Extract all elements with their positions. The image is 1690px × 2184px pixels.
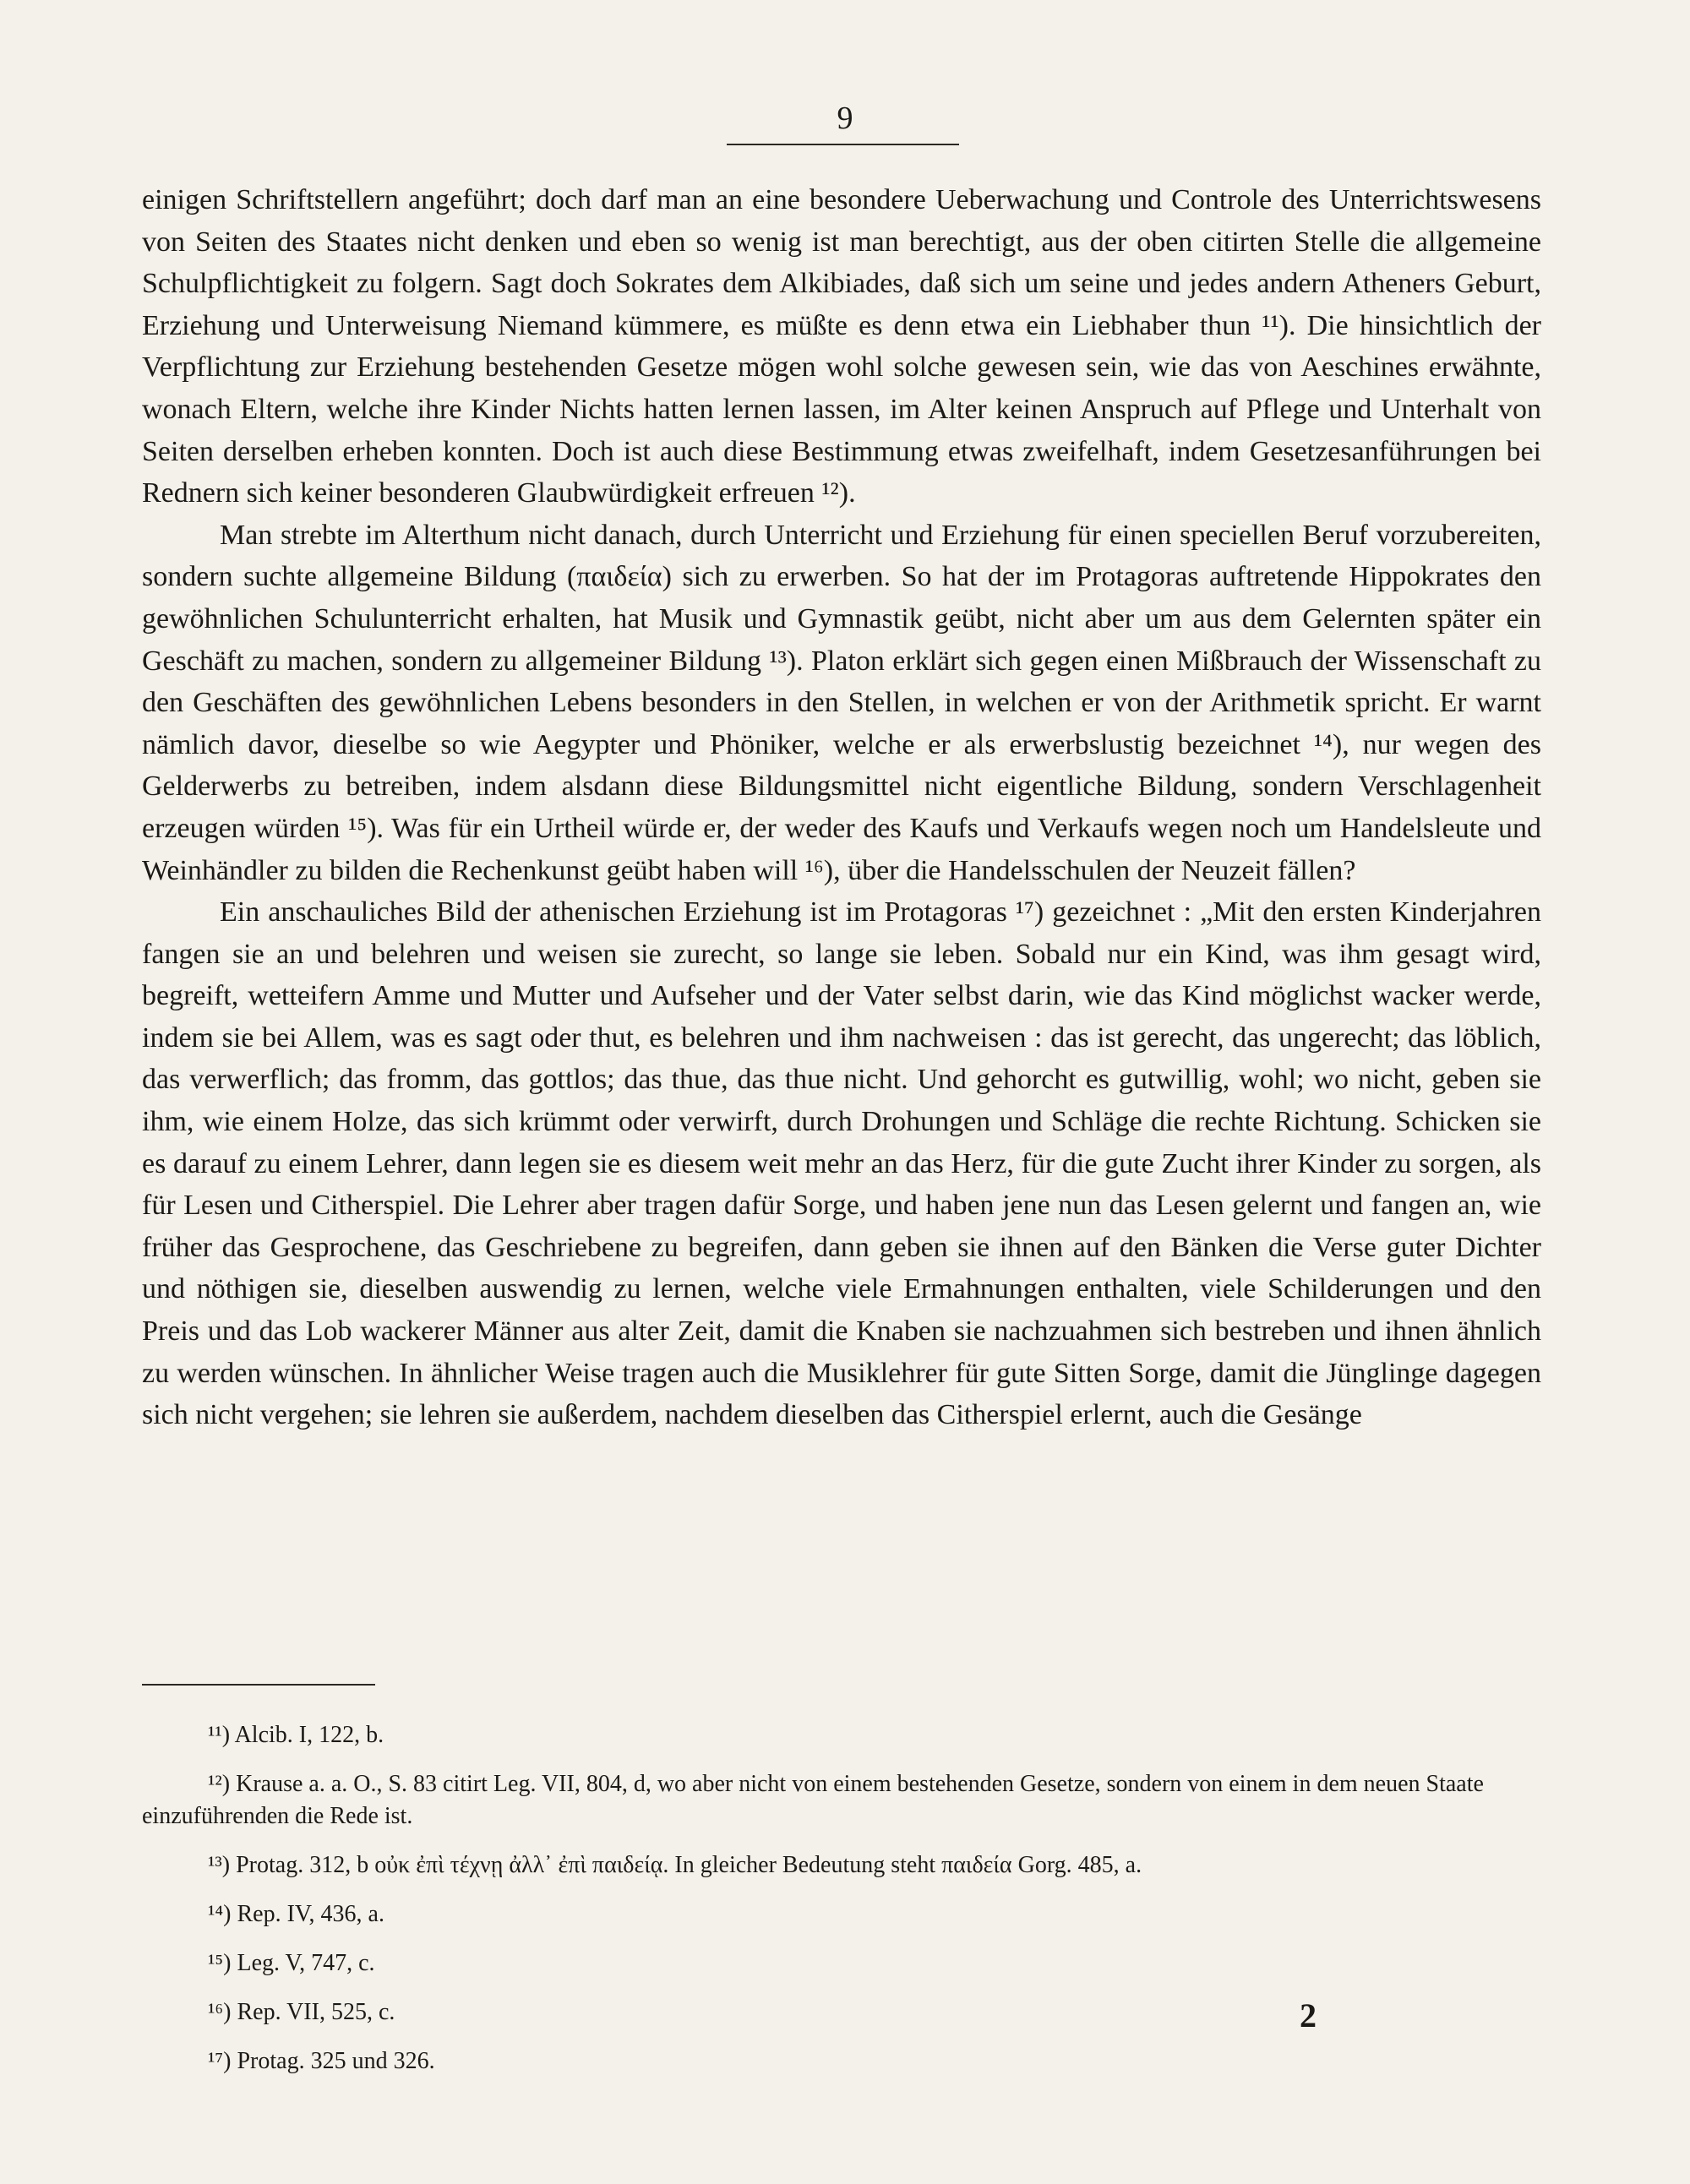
footnote-14: ¹⁴) Rep. IV, 436, a. xyxy=(208,1901,384,1927)
footnote-rule xyxy=(142,1684,375,1686)
paragraph-1: einigen Schriftstellern angeführt; doch darf man an eine besondere Ueberwachung und Controle des Unterrichtswesens von Seiten des Staates nicht denken und eben so wenig ist man berechtigt, aus der oben citirten Stelle die allgemeine Schulpflichtigkeit zu folgern. Sagt doch Sokrates dem Alkibiades, daß sich um seine und jedes andern Atheners Geburt, Erziehung und Unterweisung Niemand kümmere, es müßte es denn etwa ein Liebhaber thun ¹¹). Die hinsichtlich der Verpflichtung zur Erziehung bestehenden Gesetze mögen wohl solche gewesen sein, wie das von Aeschines erwähnte, wonach Eltern, welche ihre Kinder Nichts hatten lernen lassen, im Alter keinen Anspruch auf Pflege und Unterhalt von Seiten derselben erheben konnten. Doch ist auch diese Bestimmung etwas zweifelhaft, indem Gesetzesanführungen bei Rednern sich keiner besonderen Glaubwürdigkeit erfreuen ¹²). xyxy=(142,184,1541,509)
header-rule xyxy=(727,144,959,145)
footnote-17: ¹⁷) Protag. 325 und 326. xyxy=(208,2048,435,2074)
footnote-11: ¹¹) Alcib. I, 122, b. xyxy=(208,1722,384,1748)
signature-mark: 2 xyxy=(1300,1996,1317,2034)
footnote-16: ¹⁶) Rep. VII, 525, c. xyxy=(208,1999,395,2025)
footnote-15: ¹⁵) Leg. V, 747, c. xyxy=(208,1950,375,1976)
page-number: 9 xyxy=(837,101,853,136)
footnote-13: ¹³) Protag. 312, b οὐκ ἐπὶ τέχνῃ ἀλλ᾽ ἐπὶ παιδείᾳ. In gleicher Bedeutung steht παιδεία Gorg. 485, a. xyxy=(208,1852,1142,1878)
paragraph-2: Man strebte im Alterthum nicht danach, durch Unterricht und Erziehung für einen speciellen Beruf vorzubereiten, sondern suchte allgemeine Bildung (παιδεία) sich zu erwerben. So hat der im Protagoras auftretende Hippokrates den gewöhnlichen Schulunterricht erhalten, hat Musik und Gymnastik geübt, nicht aber um aus dem Gelernten später ein Geschäft zu machen, sondern zu allgemeiner Bildung ¹³). Platon erklärt sich gegen einen Mißbrauch der Wissenschaft zu den Geschäften des gewöhnlichen Lebens besonders in den Stellen, in welchen er von der Arithmetik spricht. Er warnt nämlich davor, dieselbe so wie Aegypter und Phöniker, welche er als erwerbslustig bezeichnet ¹⁴), nur wegen des Gelderwerbs zu betreiben, indem alsdann diese Bildungsmittel nicht eigentliche Bildung, sondern Verschlagenheit erzeugen würden ¹⁵). Was für ein Urtheil würde er, der weder des Kaufs und Verkaufs wegen noch um Handelsleute und Weinhändler zu bilden die Rechenkunst geübt haben will ¹⁶), über die Handelsschulen der Neuzeit fällen? xyxy=(142,519,1541,886)
footnote-12: ¹²) Krause a. a. O., S. 83 citirt Leg. VII, 804, d, wo aber nicht von einem bestehenden Gesetze, sondern von einem in dem neuen Staate einzuführenden die Rede ist. xyxy=(142,1771,1484,1829)
paragraph-3: Ein anschauliches Bild der athenischen Erziehung ist im Protagoras ¹⁷) gezeichnet : „Mit den ersten Kinderjahren fangen sie an und belehren und weisen sie zurecht, so lange sie leben. Sobald nur ein Kind, was ihm gesagt wird, begreift, wetteifern Amme und Mutter und Aufseher und der Vater selbst darin, wie das Kind möglichst wacker werde, indem sie bei Allem, was es sagt oder thut, es belehren und ihm nachweisen : das ist gerecht, das ungerecht; das löblich, das verwerflich; das fromm, das gottlos; das thue, das thue nicht. Und gehorcht es gutwillig, wohl; wo nicht, geben sie ihm, wie einem Holze, das sich krümmt oder verwirft, durch Drohungen und Schläge die rechte Richtung. Schicken sie es darauf zu einem Lehrer, dann legen sie es diesem weit mehr an das Herz, für die gute Zucht ihrer Kinder zu sorgen, als für Lesen und Citherspiel. Die Lehrer aber tragen dafür Sorge, und haben jene nun das Lesen gelernt und fangen an, wie früher das Gesprochene, das Geschriebene zu begreifen, dann geben sie ihnen auf den Bänken die Verse guter Dichter und nöthigen sie, dieselben auswendig zu lernen, welche viele Ermahnungen enthalten, viele Schilderungen und den Preis und das Lob wackerer Männer aus alter Zeit, damit die Knaben sie nachzuahmen sich bestreben und ihnen ähnlich zu werden wünschen. In ähnlicher Weise tragen auch die Musiklehrer für gute Sitten Sorge, damit die Jünglinge dagegen sich nicht vergehen; sie lehren sie außerdem, nachdem dieselben das Citherspiel erlernt, auch die Gesänge xyxy=(142,896,1541,1431)
body-text xyxy=(142,179,1541,1436)
footnotes xyxy=(142,1719,1541,2094)
